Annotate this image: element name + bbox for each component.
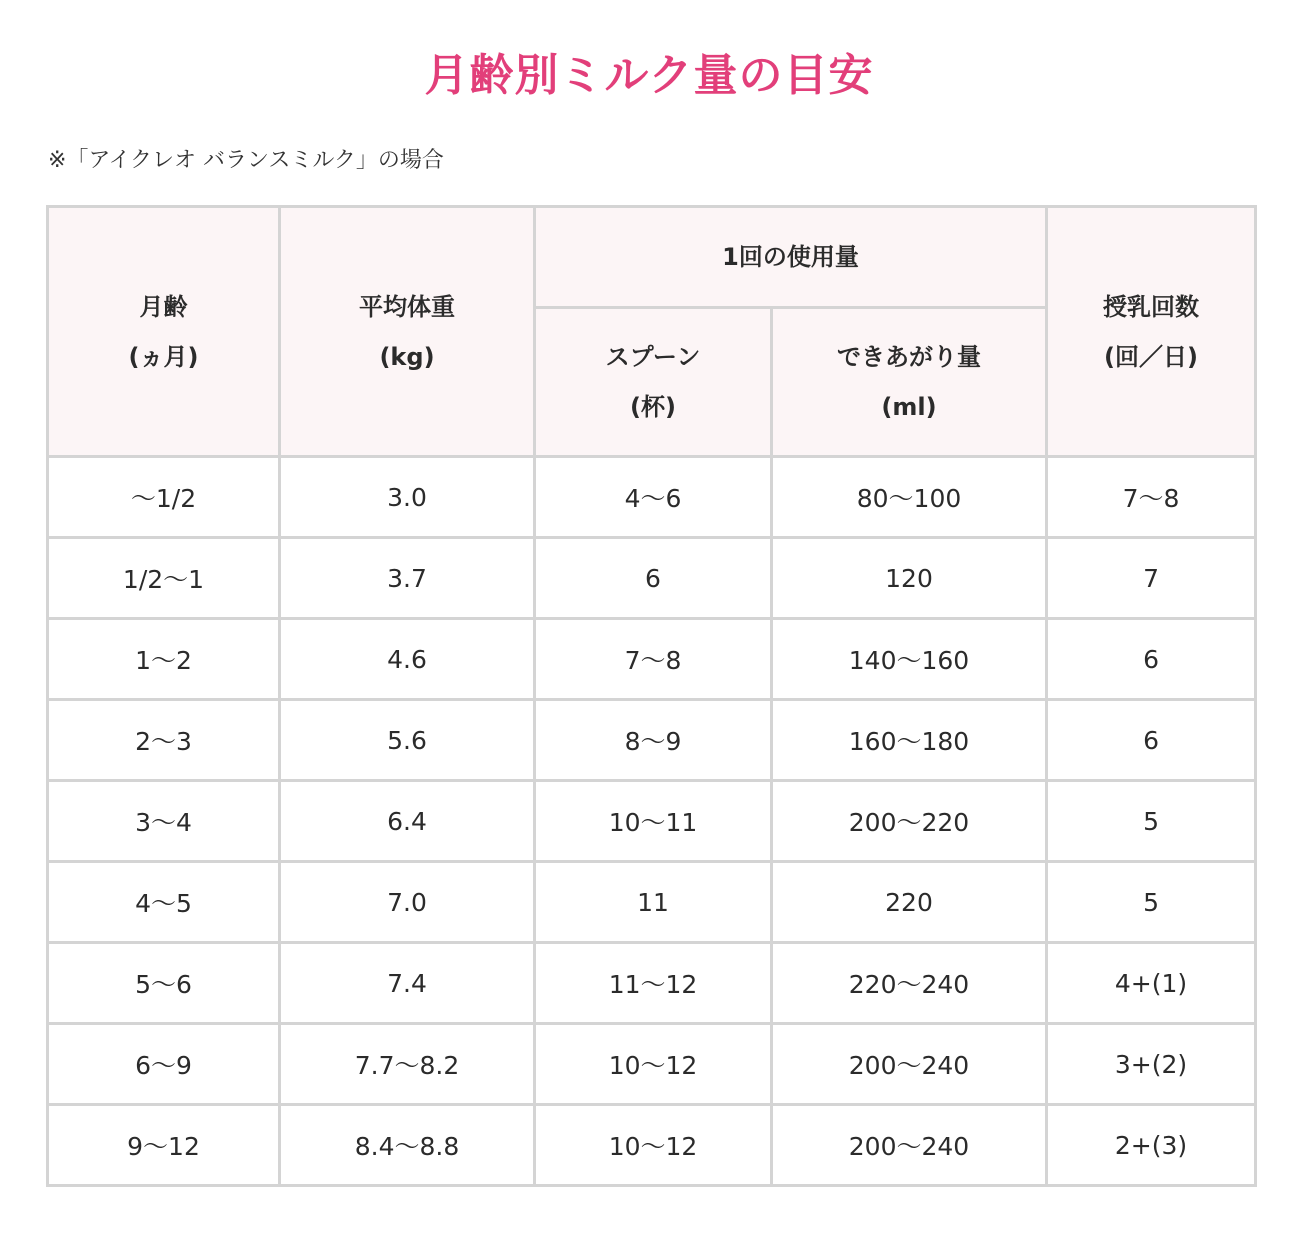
cell-feedings: 3+(2)	[1047, 1024, 1256, 1105]
header-feedings-label: 授乳回数	[1103, 292, 1200, 321]
cell-feedings: 6	[1047, 700, 1256, 781]
header-volume	[772, 308, 1047, 457]
cell-age: 3～4	[48, 781, 280, 862]
cell-feedings: 5	[1047, 862, 1256, 943]
cell-spoon: 7～8	[535, 619, 772, 700]
milk-amount-table	[46, 205, 1257, 1187]
cell-weight: 7.0	[280, 862, 535, 943]
cell-volume: 220～240	[772, 943, 1047, 1024]
header-feedings	[1047, 207, 1256, 457]
cell-volume: 80～100	[772, 457, 1047, 538]
cell-feedings: 4+(1)	[1047, 943, 1256, 1024]
cell-feedings: 7～8	[1047, 457, 1256, 538]
cell-feedings: 2+(3)	[1047, 1105, 1256, 1186]
header-age-label: 月齢	[139, 292, 188, 321]
table-row	[48, 1024, 1256, 1105]
cell-feedings: 7	[1047, 538, 1256, 619]
header-spoon-unit: (杯)	[630, 393, 676, 421]
cell-feedings: 6	[1047, 619, 1256, 700]
header-volume-label: できあがり量	[837, 343, 981, 371]
table-row	[48, 700, 1256, 781]
header-weight	[280, 207, 535, 457]
table-row	[48, 781, 1256, 862]
cell-weight: 7.7～8.2	[280, 1024, 535, 1105]
cell-spoon: 4～6	[535, 457, 772, 538]
cell-spoon: 10～11	[535, 781, 772, 862]
cell-age: 4～5	[48, 862, 280, 943]
cell-spoon: 11～12	[535, 943, 772, 1024]
cell-weight: 5.6	[280, 700, 535, 781]
cell-feedings: 5	[1047, 781, 1256, 862]
cell-weight: 3.0	[280, 457, 535, 538]
cell-age: 5～6	[48, 943, 280, 1024]
header-per-use-label: 1回の使用量	[722, 243, 859, 271]
cell-spoon: 11	[535, 862, 772, 943]
table-row	[48, 457, 1256, 538]
cell-age: 2～3	[48, 700, 280, 781]
cell-weight: 3.7	[280, 538, 535, 619]
cell-age: 1/2～1	[48, 538, 280, 619]
table-row	[48, 862, 1256, 943]
header-per-use	[535, 207, 1047, 308]
cell-volume: 200～240	[772, 1105, 1047, 1186]
header-weight-label: 平均体重	[359, 292, 455, 321]
header-feedings-unit: (回／日)	[1104, 342, 1198, 371]
table-row	[48, 1105, 1256, 1186]
table-row	[48, 943, 1256, 1024]
cell-volume: 220	[772, 862, 1047, 943]
product-note: ※「アイクレオ バランスミルク」の場合	[48, 148, 444, 173]
header-age	[48, 207, 280, 457]
cell-volume: 200～220	[772, 781, 1047, 862]
page-title: 月齢別ミルク量の目安	[424, 50, 874, 101]
header-volume-unit: (ml)	[881, 393, 937, 421]
cell-weight: 4.6	[280, 619, 535, 700]
cell-weight: 7.4	[280, 943, 535, 1024]
cell-weight: 8.4～8.8	[280, 1105, 535, 1186]
cell-volume: 120	[772, 538, 1047, 619]
cell-weight: 6.4	[280, 781, 535, 862]
cell-age: 6～9	[48, 1024, 280, 1105]
table-row	[48, 619, 1256, 700]
header-spoon	[535, 308, 772, 457]
cell-volume: 140～160	[772, 619, 1047, 700]
cell-age: 1～2	[48, 619, 280, 700]
cell-spoon: 8～9	[535, 700, 772, 781]
header-weight-unit: (kg)	[379, 342, 435, 371]
header-age-unit: (ヵ月)	[128, 342, 199, 371]
header-spoon-label: スプーン	[605, 343, 701, 371]
cell-volume: 160～180	[772, 700, 1047, 781]
cell-spoon: 10～12	[535, 1105, 772, 1186]
cell-age: ～1/2	[48, 457, 280, 538]
cell-spoon: 6	[535, 538, 772, 619]
table-row	[48, 538, 1256, 619]
cell-volume: 200～240	[772, 1024, 1047, 1105]
cell-spoon: 10～12	[535, 1024, 772, 1105]
cell-age: 9～12	[48, 1105, 280, 1186]
